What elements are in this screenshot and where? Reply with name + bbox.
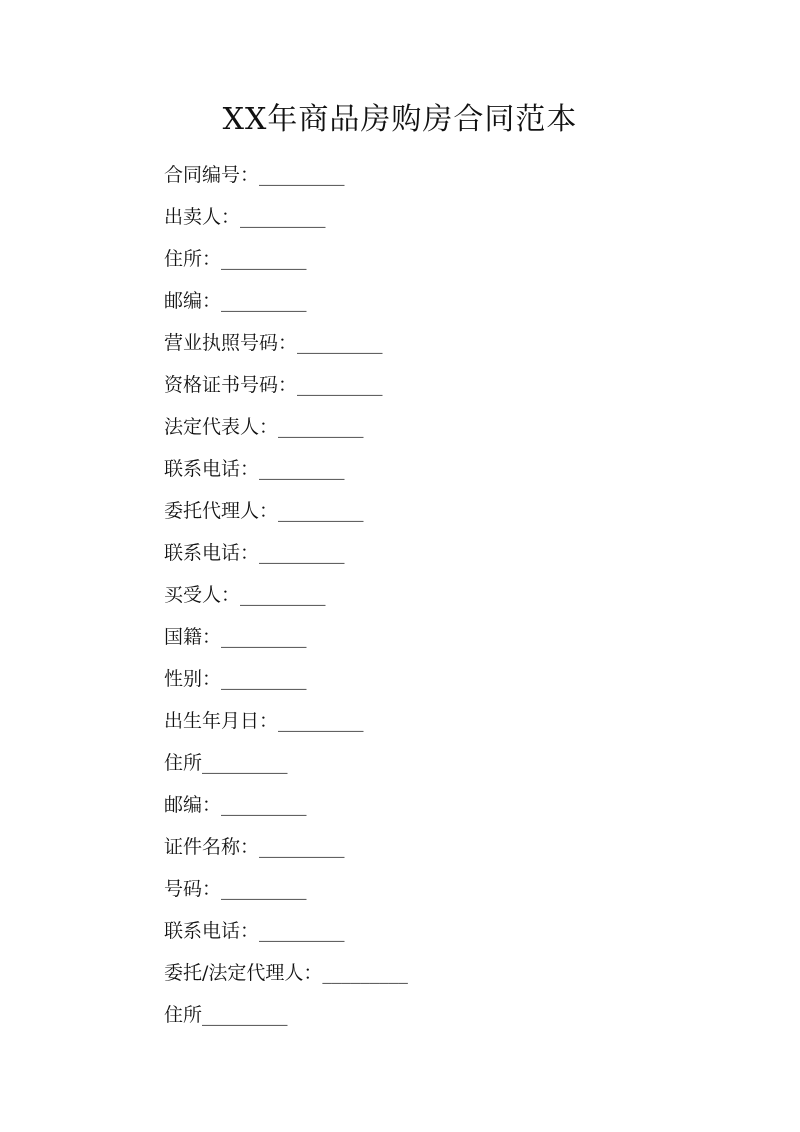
field-qualification-certificate-number: 资格证书号码：_________ <box>164 374 383 396</box>
field-id-document-number: 号码：_________ <box>164 878 307 900</box>
field-seller-postcode: 邮编：_________ <box>164 290 307 312</box>
field-buyer-agent-address: 住所_________ <box>164 1004 288 1026</box>
field-seller-agent-phone: 联系电话：_________ <box>164 542 345 564</box>
field-seller-phone: 联系电话：_________ <box>164 458 345 480</box>
field-buyer-postcode: 邮编：_________ <box>164 794 307 816</box>
document-title: XX年商品房购房合同范本 <box>222 102 578 137</box>
field-business-license-number: 营业执照号码：_________ <box>164 332 383 354</box>
field-buyer: 买受人：_________ <box>164 584 326 606</box>
field-buyer-gender: 性别：_________ <box>164 668 307 690</box>
field-seller-address: 住所：_________ <box>164 248 307 270</box>
field-buyer-nationality: 国籍：_________ <box>164 626 307 648</box>
field-buyer-phone: 联系电话：_________ <box>164 920 345 942</box>
contract-fields-list <box>164 154 408 1036</box>
field-id-document-name: 证件名称：_________ <box>164 836 345 858</box>
field-contract-number: 合同编号：_________ <box>164 164 345 186</box>
field-buyer-agent: 委托/法定代理人：_________ <box>164 962 408 984</box>
field-buyer-birthdate: 出生年月日：_________ <box>164 710 364 732</box>
field-seller: 出卖人：_________ <box>164 206 326 228</box>
field-buyer-address: 住所_________ <box>164 752 288 774</box>
field-seller-agent: 委托代理人：_________ <box>164 500 364 522</box>
field-legal-representative: 法定代表人：_________ <box>164 416 364 438</box>
